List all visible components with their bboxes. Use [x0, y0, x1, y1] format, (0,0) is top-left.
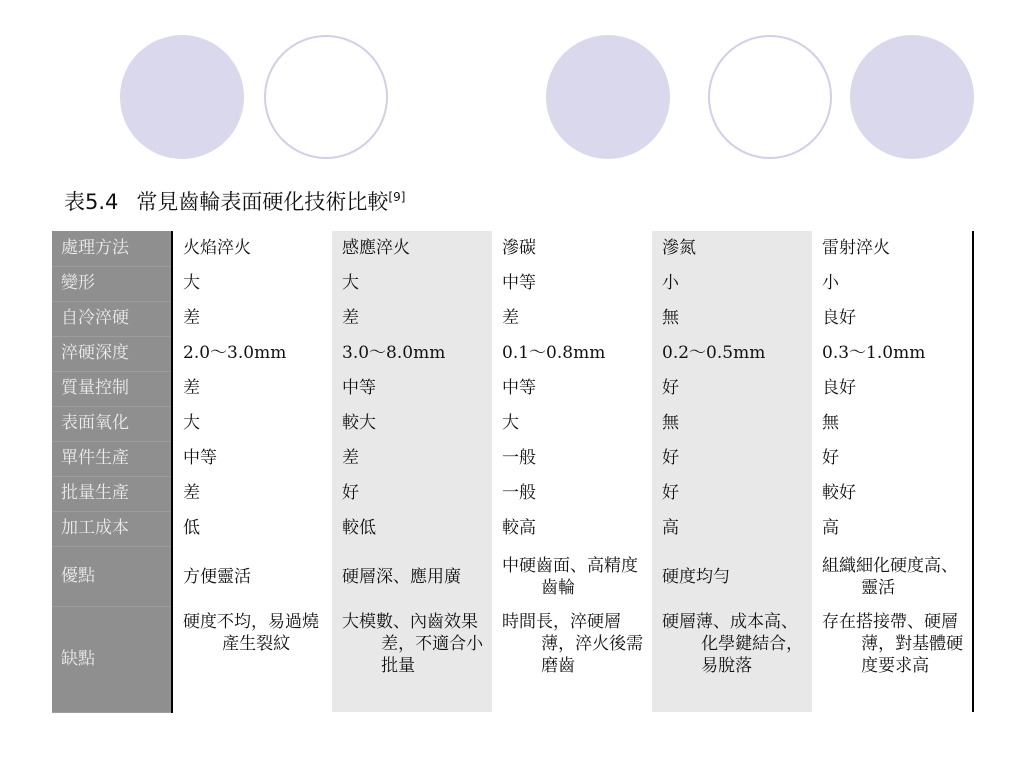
table-cell: 2.0～3.0mm	[183, 343, 287, 363]
table-cell	[652, 546, 812, 606]
column-header-cell: 滲氮	[652, 231, 812, 266]
table-cell: 無	[652, 406, 812, 441]
table-cell: 差	[183, 378, 200, 398]
table-row	[52, 301, 973, 336]
table-row	[52, 441, 973, 476]
table-row	[52, 371, 973, 406]
disadvantages-row	[52, 606, 973, 712]
table-cell: 0.3～1.0mm	[812, 336, 973, 371]
decorative-circle-outline	[264, 35, 388, 159]
table-row	[52, 266, 973, 301]
table-cell: 好	[652, 441, 812, 476]
row-header-cell: 優點	[52, 546, 172, 606]
table-cell	[652, 606, 812, 712]
table-cell: 差	[183, 483, 200, 503]
table-cell: 小	[812, 266, 973, 301]
row-header-cell: 處理方法	[52, 231, 172, 266]
table-cell: 0.2～0.5mm	[652, 336, 812, 371]
table-cell	[332, 546, 492, 606]
table-cell: 差	[332, 441, 492, 476]
table-cell: 小	[652, 266, 812, 301]
table-cell	[492, 546, 652, 606]
table-cell: 大	[183, 413, 200, 433]
table-cell: 好	[652, 476, 812, 511]
table-cell: 較大	[332, 406, 492, 441]
row-header-cell: 缺點	[52, 606, 172, 712]
table-cell: 好	[332, 476, 492, 511]
table-cell: 0.1～0.8mm	[502, 343, 606, 363]
table-cell: 良好	[812, 371, 973, 406]
column-header-cell: 感應淬火	[332, 231, 492, 266]
table-cell: 好	[812, 441, 973, 476]
table-cell	[812, 606, 973, 712]
cell-text: 組織細化硬度高、靈活	[822, 556, 958, 598]
table-row	[52, 406, 973, 441]
row-header-cell: 質量控制	[52, 371, 172, 406]
table-cell: 中等	[502, 378, 536, 398]
table-header-row	[52, 231, 973, 266]
decorative-circle-filled	[120, 35, 244, 159]
table-number: 表5.4	[64, 190, 119, 214]
table-cell: 較好	[812, 476, 973, 511]
row-header-cell: 變形	[52, 266, 172, 301]
row-header-cell: 表面氧化	[52, 406, 172, 441]
column-header-cell: 滲碳	[502, 238, 536, 258]
table-cell: 好	[652, 371, 812, 406]
table-cell	[172, 606, 332, 712]
row-header-cell: 單件生產	[52, 441, 172, 476]
table-cell: 中等	[502, 273, 536, 293]
table-cell: 較高	[502, 518, 536, 538]
cell-text: 硬層薄、成本高、化學鍵結合，易脫落	[662, 612, 804, 676]
row-header-cell: 自冷淬硬	[52, 301, 172, 336]
cell-text: 方便靈活	[183, 567, 251, 587]
row-header-cell: 加工成本	[52, 511, 172, 546]
table-cell: 中等	[332, 371, 492, 406]
decorative-circle-outline	[708, 35, 832, 159]
table-cell: 大	[183, 273, 200, 293]
cell-text: 大模數、內齒效果差，不適合小批量	[342, 612, 484, 676]
advantages-row	[52, 546, 973, 606]
table-cell: 差	[502, 308, 519, 328]
cell-text: 存在搭接帶、硬層薄，對基體硬度要求高	[822, 612, 964, 676]
decorative-circle-filled	[850, 35, 974, 159]
table-row	[52, 336, 973, 371]
table-cell: 一般	[502, 483, 536, 503]
row-header-cell: 批量生產	[52, 476, 172, 511]
decorative-circle-filled	[546, 35, 670, 159]
hardening-comparison-table	[52, 231, 974, 713]
table-row	[52, 476, 973, 511]
table-cell: 高	[652, 511, 812, 546]
citation-reference: [9]	[388, 190, 406, 204]
table-cell	[172, 546, 332, 606]
table-cell: 高	[812, 511, 973, 546]
table-cell: 無	[652, 301, 812, 336]
table-row	[52, 511, 973, 546]
cell-text: 中硬齒面、高精度齒輪	[502, 556, 638, 598]
table-cell: 低	[183, 518, 200, 538]
table-cell: 良好	[812, 301, 973, 336]
column-header-cell: 雷射淬火	[812, 231, 973, 266]
cell-text: 時間長，淬硬層薄，淬火後需磨齒	[502, 612, 644, 676]
row-header-cell: 淬硬深度	[52, 336, 172, 371]
table-cell: 差	[332, 301, 492, 336]
table-cell	[332, 606, 492, 712]
table-cell: 無	[812, 406, 973, 441]
table-cell	[492, 606, 652, 712]
table-title	[64, 186, 405, 216]
cell-text: 硬度不均，易過燒產生裂紋	[183, 612, 319, 654]
table-cell: 差	[183, 308, 200, 328]
cell-text: 硬度均勻	[662, 567, 730, 587]
table-title-text: 常見齒輪表面硬化技術比較	[136, 190, 389, 214]
table-cell: 3.0～8.0mm	[332, 336, 492, 371]
table-cell: 中等	[183, 448, 217, 468]
table-cell: 較低	[332, 511, 492, 546]
table-cell: 一般	[502, 448, 536, 468]
table-cell: 大	[332, 266, 492, 301]
table-cell: 大	[502, 413, 519, 433]
table-cell	[812, 546, 973, 606]
cell-text: 硬層深、應用廣	[342, 567, 461, 587]
column-header-cell: 火焰淬火	[183, 238, 251, 258]
